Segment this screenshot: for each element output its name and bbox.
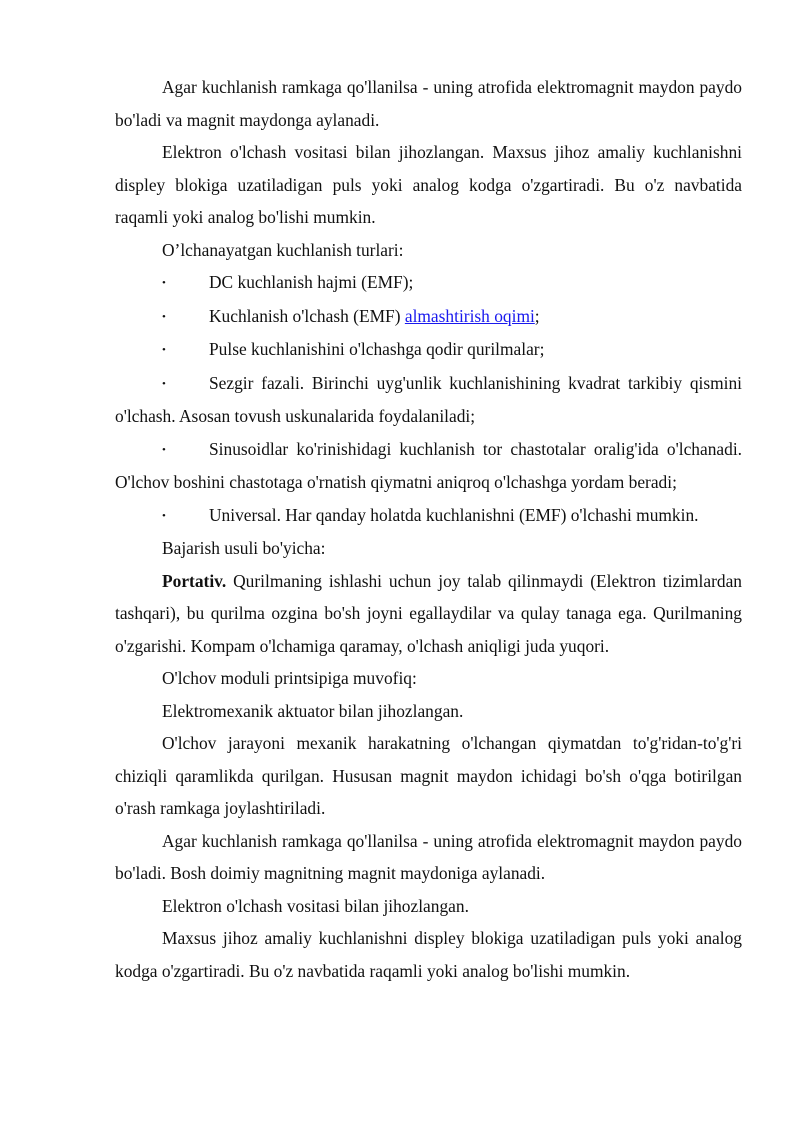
list-item-text: Pulse kuchlanishini o'lchashga qodir qurilmalar; [209, 339, 545, 359]
list-item [115, 499, 742, 533]
bullet-icon: • [162, 310, 166, 323]
paragraph-voltage-types-heading: O’lchanayatgan kuchlanish turlari: [162, 239, 404, 260]
paragraph-11: Maxsus jihoz amaliy kuchlanishni displey blokiga uzatiladigan puls yoki analog kodga o'zgartiradi. Bu o'z navbatida raqamli yoki analog bo'lishi mumkin. [115, 928, 742, 981]
list-item [115, 266, 742, 300]
portable-term: Portativ. [162, 570, 227, 591]
alternating-current-link[interactable]: almashtirish oqimi [404, 305, 535, 326]
list-item-text: Universal. Har qanday holatda kuchlanishni (EMF) o'lchashi mumkin. [209, 504, 699, 525]
list-item-text: Sezgir fazali. Birinchi uyg'unlik kuchlanishining kvadrat tarkibiy qismini o'lchash. Asosan tovush uskunalarida foydalaniladi; [115, 372, 742, 426]
paragraph-electromechanical: Elektromexanik aktuator bilan jihozlangan. [162, 700, 464, 721]
paragraph-9: Agar kuchlanish ramkaga qo'llanilsa - uning atrofida elektromagnit maydon paydo bo'ladi. Bosh doimiy magnitning magnit maydoniga aylanadi. [115, 830, 742, 883]
bullet-icon: • [162, 344, 166, 356]
paragraph-execution-method: Bajarish usuli bo'yicha: [162, 538, 326, 558]
paragraph-measurement-process: O'lchov jarayoni mexanik harakatning o'lchangan qiymatdan to'g'ridan-to'g'ri chiziqli qaramlikda qurilgan. Hususan magnit maydon ichidagi bo'sh o'qga botirilgan o'rash ramkaga joylashtiriladi. [115, 733, 742, 818]
list-item [115, 367, 742, 433]
bullet-icon: • [162, 277, 166, 289]
list-item [115, 333, 742, 367]
paragraph-10: Elektron o'lchash vositasi bilan jihozlangan. [162, 895, 469, 916]
list-item-text: Sinusoidlar ko'rinishidagi kuchlanish tor chastotalar oralig'ida o'lchanadi. O'lchov boshini chastotaga o'rnatish qiymatni aniqroq o'lchashga yordam beradi; [115, 438, 742, 492]
paragraph-1: Agar kuchlanish ramkaga qo'llanilsa - uning atrofida elektromagnit maydon paydo bo'ladi va magnit maydonga aylanadi. [115, 77, 742, 130]
bullet-icon: • [162, 377, 166, 390]
portable-description: Qurilmaning ishlashi uchun joy talab qilinmaydi (Elektron tizimlardan tashqari), bu qurilma ozgina bo'sh joyni egallaydilar va qulay tanaga ega. Qurilmaning o'zgarishi. Kompam o'lchamiga qaramay, o'lchash aniqligi juda yuqori. [115, 570, 742, 656]
list-item [115, 300, 742, 334]
list-item-text: DC kuchlanish hajmi (EMF); [209, 272, 414, 292]
document-body [115, 71, 742, 987]
list-item-text: Kuchlanish o'lchash (EMF) [209, 305, 405, 326]
list-item [115, 433, 742, 499]
bullet-icon: • [162, 509, 166, 522]
paragraph-2: Elektron o'lchash vositasi bilan jihozlangan. Maxsus jihoz amaliy kuchlanishni displey blokiga uzatiladigan puls yoki analog kodga o'zgartiradi. Bu o'z navbatida raqamli yoki analog bo'lishi mumkin. [115, 142, 742, 227]
paragraph-portable [115, 565, 742, 663]
list-item-text-end: ; [534, 305, 540, 326]
paragraph-measurement-module: O'lchov moduli printsipiga muvofiq: [162, 668, 417, 688]
bullet-icon: • [162, 443, 166, 456]
